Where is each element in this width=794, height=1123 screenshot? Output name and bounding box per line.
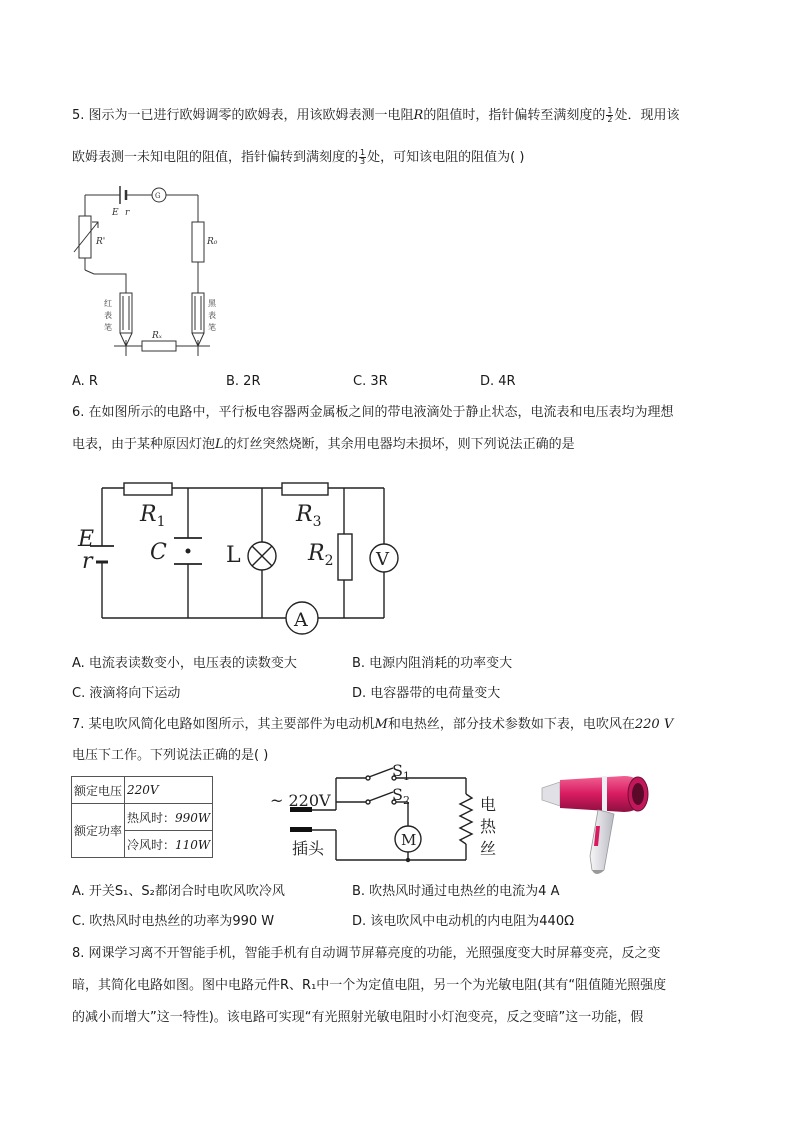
label-internal-r: r bbox=[125, 208, 130, 218]
q5-option-d: D. 4R bbox=[480, 374, 516, 389]
q5-fraction-half: $\frac{1}{2}$ bbox=[607, 106, 613, 124]
galvanometer-icon: G bbox=[155, 192, 161, 200]
rated-power-label: 额定功率 bbox=[72, 804, 125, 858]
q5-fraction-third: $\frac{1}{3}$ bbox=[360, 148, 366, 166]
q5-text: 处．现用该 bbox=[614, 108, 680, 123]
q6-option-d: D. 电容器带的电荷量变大 bbox=[352, 686, 501, 701]
q5-line1 bbox=[72, 106, 722, 126]
hair-dryer-image bbox=[538, 766, 658, 878]
cold-air-power: 冷风时：110W bbox=[125, 831, 213, 858]
q7-hairdryer-circuit bbox=[268, 760, 508, 870]
junction-dot bbox=[406, 858, 410, 862]
black-probe-label: 表 bbox=[208, 311, 216, 320]
voltmeter-icon: V bbox=[376, 549, 389, 570]
label-s2: $S_2$ bbox=[392, 785, 410, 807]
heater-label: 电 bbox=[480, 795, 497, 814]
q7-spec-table bbox=[71, 776, 213, 858]
q6-option-b: B. 电源内阻消耗的功率变大 bbox=[352, 656, 513, 671]
black-probe-label: 笔 bbox=[208, 323, 216, 332]
hot-air-power: 热风时：990W bbox=[125, 804, 213, 831]
rated-voltage-label: 额定电压 bbox=[72, 777, 125, 804]
q5-option-c: C. 3R bbox=[353, 374, 388, 389]
q6-line2: 电表，由于某种原因灯泡L的灯丝突然烧断，其余用电器均未损坏，则下列说法正确的是 bbox=[72, 437, 575, 452]
label-rheostat: R' bbox=[96, 237, 106, 247]
label-r0: R₀ bbox=[207, 237, 218, 247]
q5-text: 5. 图示为一已进行欧姆调零的欧姆表，用该欧姆表测一电阻 bbox=[72, 108, 414, 123]
red-probe-label: 表 bbox=[104, 311, 112, 320]
label-rx: Rₓ bbox=[152, 331, 162, 341]
charged-droplet bbox=[186, 549, 191, 554]
q7-option-b: B. 吹热风时通过电热丝的电流为4 A bbox=[352, 884, 560, 899]
black-probe-label: 黑 bbox=[208, 299, 216, 308]
ammeter-icon: A bbox=[294, 609, 308, 631]
q6-circuit-diagram bbox=[70, 476, 400, 638]
q5-option-a: A. R bbox=[72, 374, 98, 389]
q7-option-c: C. 吹热风时电热丝的功率为990 W bbox=[72, 914, 275, 929]
q7-option-d: D. 该电吹风中电动机的内电阻为440Ω bbox=[352, 914, 575, 929]
q5-var-r: R bbox=[413, 108, 424, 123]
ac-source-label: ~ 220V bbox=[270, 791, 331, 810]
q7-var-voltage: 220 V bbox=[634, 717, 674, 732]
red-probe-label: 笔 bbox=[104, 323, 112, 332]
q7-var-m: M bbox=[374, 717, 388, 732]
q5-text: 欧姆表测一未知电阻的阻值，指针偏转到满刻度的 bbox=[72, 150, 359, 165]
label-internal-r: r bbox=[82, 549, 93, 574]
q8-line1: 8. 网课学习离不开智能手机，智能手机有自动调节屏幕亮度的功能，光照强度变大时屏幕变亮，反之变 bbox=[72, 946, 661, 961]
plug-label: 插头 bbox=[292, 839, 325, 858]
label-r3: $R_3$ bbox=[296, 502, 322, 530]
rated-voltage-value: 220V bbox=[125, 777, 213, 804]
q7-line1: 7. 某电吹风简化电路如图所示，其主要部件为电动机M和电热丝，部分技术参数如下表，电吹风在220 V bbox=[72, 717, 674, 732]
heater-label: 丝 bbox=[480, 839, 497, 858]
label-r2: $R_2$ bbox=[308, 541, 334, 569]
label-r1: $R_1$ bbox=[140, 502, 166, 530]
q7-option-a: A. 开关S₁、S₂都闭合时电吹风吹冷风 bbox=[72, 884, 285, 899]
q5-text: 处，可知该电阻的阻值为( ) bbox=[367, 150, 525, 165]
q7-line2: 电压下工作。下列说法正确的是( ) bbox=[72, 748, 269, 763]
heater-label: 热 bbox=[480, 817, 497, 836]
q5-line2 bbox=[72, 148, 722, 168]
q6-line1: 6. 在如图所示的电路中，平行板电容器两金属板之间的带电液滴处于静止状态，电流表和电压表均为理想 bbox=[72, 405, 674, 420]
q5-text: 的阻值时，指针偏转至满刻度的 bbox=[423, 108, 606, 123]
q5-option-b: B. 2R bbox=[226, 374, 261, 389]
q6-var-l: L bbox=[215, 437, 224, 452]
q6-option-c: C. 液滴将向下运动 bbox=[72, 686, 181, 701]
label-emf: E bbox=[78, 527, 95, 552]
label-s1: $S_1$ bbox=[392, 761, 410, 783]
label-lamp: L bbox=[226, 543, 241, 568]
plug-prong-bottom bbox=[290, 827, 312, 832]
q5-ohmmeter-diagram bbox=[70, 178, 230, 363]
label-emf: E bbox=[112, 208, 119, 218]
q8-line3: 的减小而增大”这一特性)。该电路可实现“有光照射光敏电阻时小灯泡变亮，反之变暗”这一功能，假 bbox=[72, 1010, 644, 1025]
q6-option-a: A. 电流表读数变小，电压表的读数变大 bbox=[72, 656, 297, 671]
red-probe-label: 红 bbox=[104, 299, 112, 308]
motor-icon: M bbox=[401, 831, 417, 849]
label-capacitor: C bbox=[150, 540, 167, 565]
q8-line2: 暗，其简化电路如图。图中电路元件R、R₁中一个为定值电阻，另一个为光敏电阻(其有“阻值随光照强度 bbox=[72, 978, 667, 993]
